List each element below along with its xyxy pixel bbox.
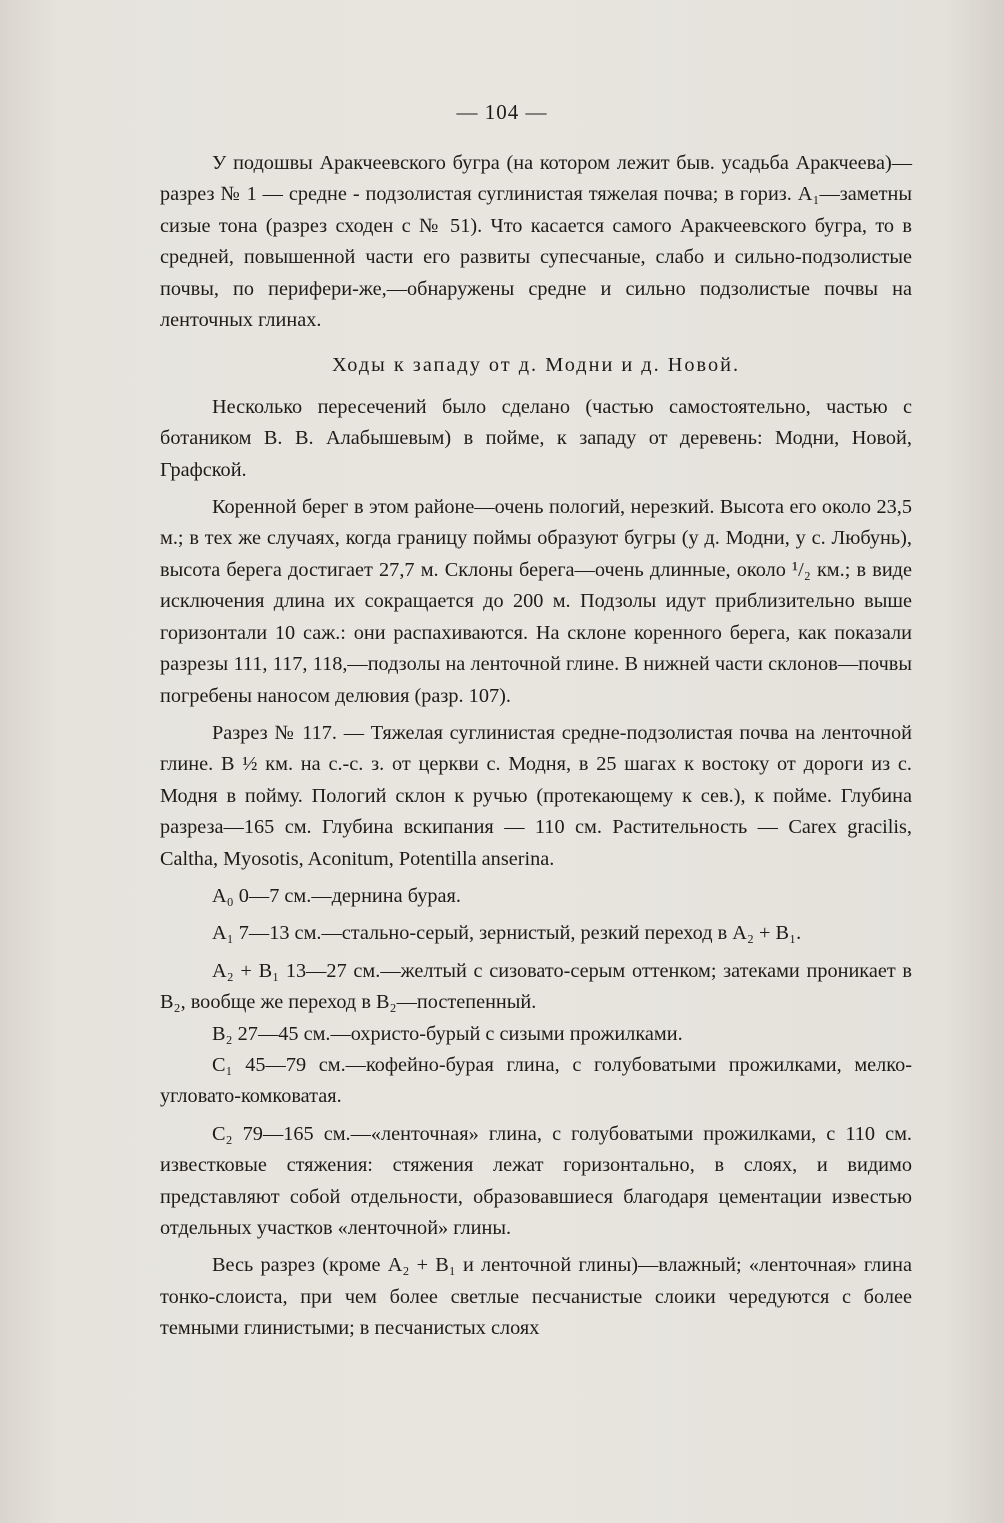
horizon-b2: B₂ 27—45 см.—охристо-бурый с сизыми прожилками. (212, 1022, 683, 1045)
paragraph-2: Несколько пересечений было сделано (частью самостоятельно, частью с ботаником В. В. Алабышевым) в пойме, к западу от деревень: Модни, Новой, Графской. (160, 395, 912, 481)
paragraph-5: Весь разрез (кроме A₂ + B₁ и ленточной глины)—влажный; «ленточная» глина тонко-слоиста, при чем более светлые песчанистые слоики чередуются с более темными глинистыми; в песчанистых слоях (160, 1254, 912, 1340)
section-title: Ходы к западу от д. Модни и д. Новой. (331, 354, 741, 377)
horizon-a2-b1: A₂ + B₁ 13—27 см.—желтый с сизовато-серым оттенком; затеками проникает в B₂, вообще же переход в B₂—постепенный. (160, 959, 912, 1014)
horizon-c1: C₁ 45—79 см.—кофейно-бурая глина, с голубоватыми прожилками, мелко-угловато-комковатая. (160, 1053, 912, 1108)
horizon-a0: A₀ 0—7 см.—дернина бурая. (212, 884, 461, 907)
text-body (160, 148, 912, 1345)
paragraph-4: Разрез № 117. — Тяжелая суглинистая средне-подзолистая почва на ленточной глине. В ½ км. на с.-с. з. от церкви с. Модня, в 25 шагах к востоку от дороги из с. Модня в пойму. Пологий склон к ручью (протекающему к сев.), к пойме. Глубина разреза—165 см. Глубина вскипания — 110 см. Растительность — Carex gracilis, Caltha, Myosotis, Aconitum, Potentilla anserina. (160, 721, 912, 870)
page-number: — 104 — (456, 100, 548, 124)
paragraph-1: У подошвы Аракчеевского бугра (на котором лежит быв. усадьба Аракчеева)—разрез № 1 — средне - подзолистая суглинистая тяжелая почва; в гориз. A₁—заметны сизые тона (разрез сходен с № 51). Что касается самого Аракчеевского бугра, то в средней, повышенной части его развиты супесчаные, слабо и сильно-подзолистые почвы, по перифери-же,—обнаружены средне и сильно подзолистые почвы на ленточных глинах. (160, 152, 912, 332)
paragraph-3: Коренной берег в этом районе—очень пологий, нерезкий. Высота его около 23,5 м.; в тех же случаях, когда границу поймы образуют бугры (у д. Модни, у с. Любунь), высота берега достигает 27,7 м. Склоны берега—очень длинные, около ¹/₂ км.; в виде исключения длина их сокращается до 200 м. Подзолы идут приблизительно выше горизонтали 10 саж.: они распахиваются. На склоне коренного берега, как показали разрезы 111, 117, 118,—подзолы на ленточной глине. В нижней части склонов—почвы погребены наносом делювия (разр. 107). (160, 496, 912, 707)
horizon-a1: A₁ 7—13 см.—стально-серый, зернистый, резкий переход в A₂ + B₁. (212, 922, 802, 945)
horizon-c2: C₂ 79—165 см.—«ленточная» глина, с голубоватыми прожилками, с 110 см. известковые стяжения: стяжения лежат горизонтально, в слоях, и видимо представляют собой отдельности, образовавшиеся благодаря цементации известью отдельных участков «ленточной» глины. (160, 1122, 912, 1239)
